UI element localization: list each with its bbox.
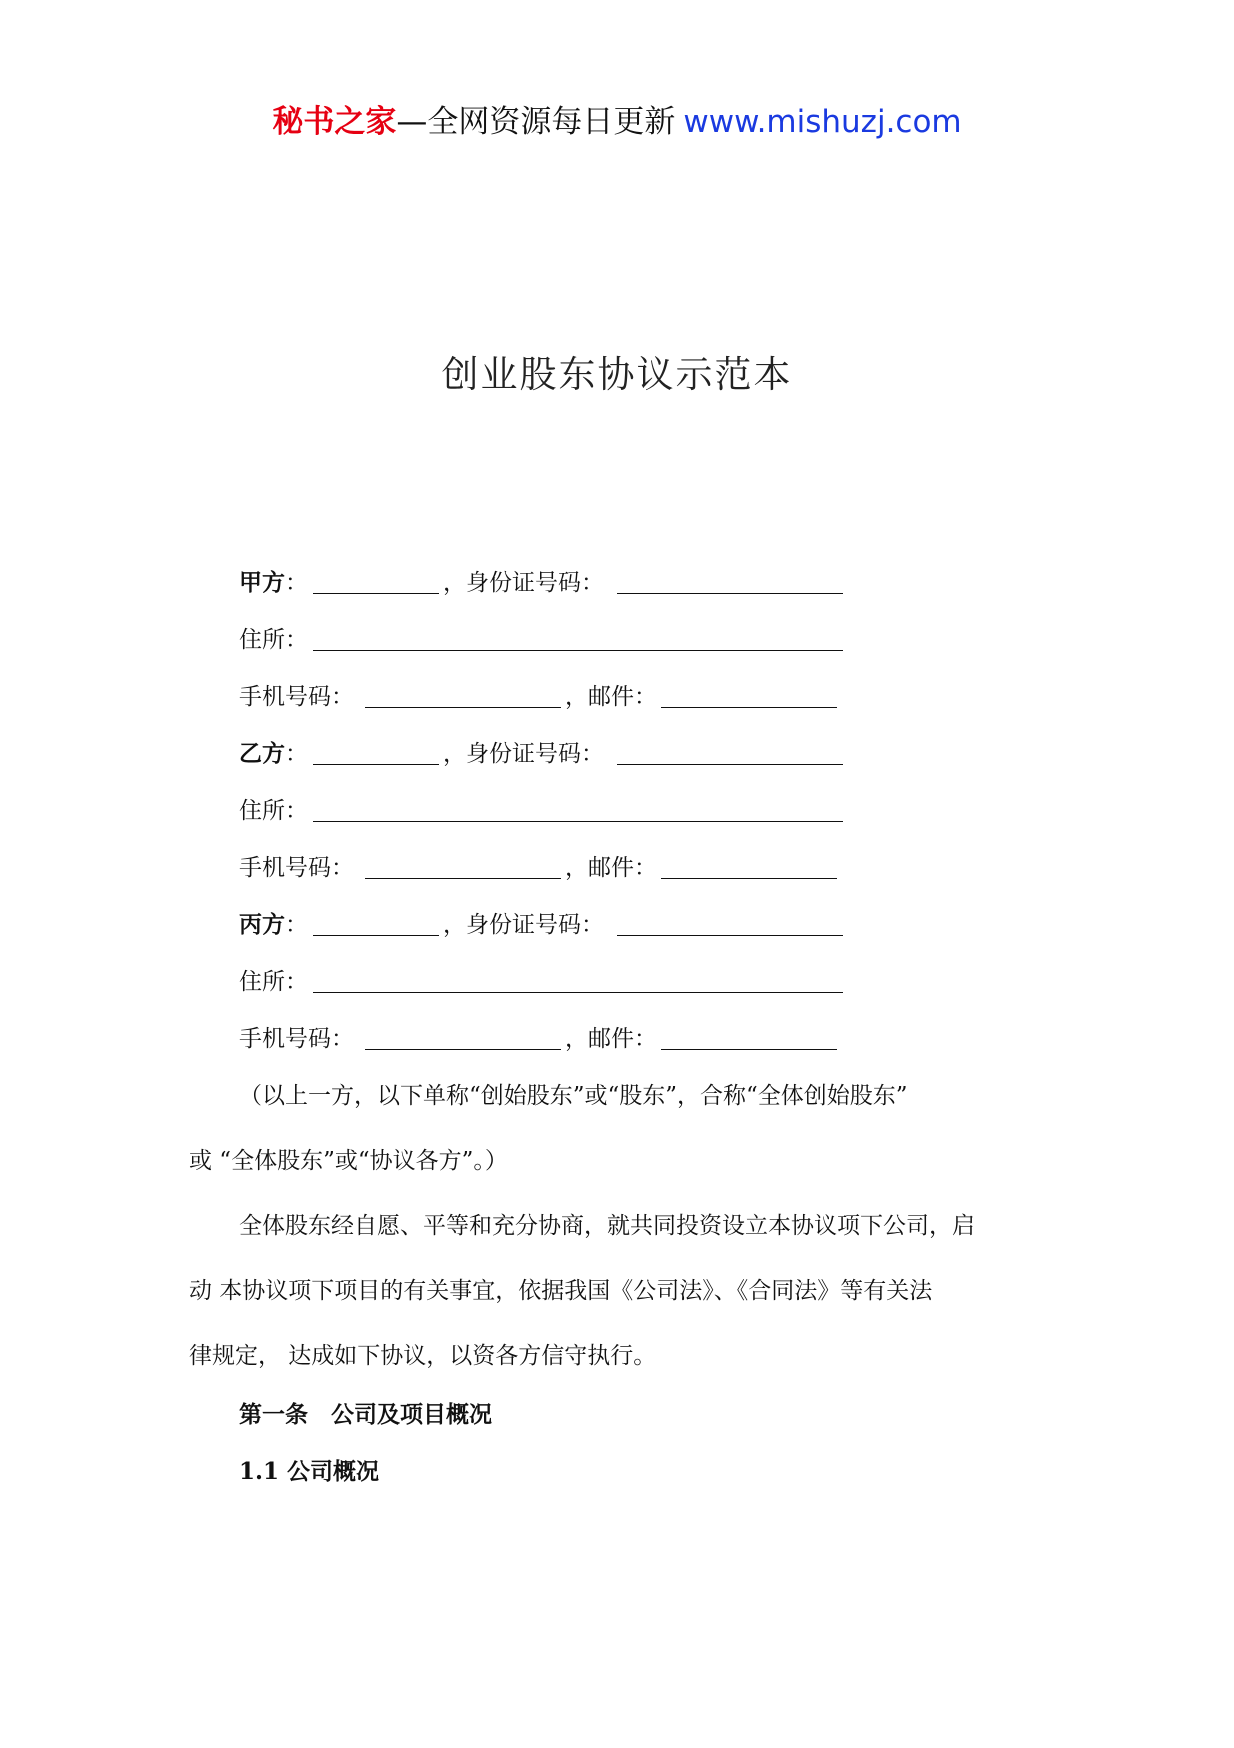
party-c-email-label: ，邮件： — [565, 1026, 657, 1052]
party-b-id-blank[interactable] — [617, 764, 843, 765]
party-b-phone-blank[interactable] — [365, 878, 561, 879]
party-b-email-blank[interactable] — [661, 878, 837, 879]
party-b-address-blank[interactable] — [313, 821, 843, 822]
party-a-address-row — [239, 620, 1059, 660]
party-a-phone-label: 手机号码： — [239, 684, 354, 710]
party-c-phone-blank[interactable] — [365, 1049, 561, 1050]
party-b-address-label: 住所： — [239, 798, 308, 824]
party-c-phone-label: 手机号码： — [239, 1026, 354, 1052]
party-b-phone-label: 手机号码： — [239, 855, 354, 881]
banner-url[interactable]: www.mishuzj.com — [683, 104, 962, 140]
party-b-email-label: ，邮件： — [565, 855, 657, 881]
party-b-name-label: 乙方 — [239, 740, 285, 767]
definition-paragraph-line2: 或 “全体股东”或“协议各方”。） — [189, 1148, 508, 1174]
party-c-address-label: 住所： — [239, 969, 308, 995]
clause-1-1-heading: 1.1 公司概况 — [239, 1458, 380, 1485]
intro-paragraph-line2: 动 本协议项下项目的有关事宜，依据我国《公司法》、《合同法》等有关法 — [189, 1278, 933, 1304]
party-c-address-blank[interactable] — [313, 992, 843, 993]
party-b-contact-row — [239, 848, 1059, 888]
party-a-name-row — [239, 563, 1059, 603]
site-banner — [0, 100, 1234, 144]
party-a-address-blank[interactable] — [313, 650, 843, 651]
definition-paragraph-line1: （以上一方，以下单称“创始股东”或“股东”，合称“全体创始股东” — [239, 1083, 908, 1109]
party-c-address-row — [239, 962, 1059, 1002]
party-c-id-blank[interactable] — [617, 935, 843, 936]
intro-paragraph-line1: 全体股东经自愿、平等和充分协商，就共同投资设立本协议项下公司，启 — [239, 1213, 975, 1239]
party-c-id-label: ，身份证号码： — [443, 912, 604, 938]
party-b-id-label: ，身份证号码： — [443, 741, 604, 767]
party-a-email-blank[interactable] — [661, 707, 837, 708]
party-a-contact-row — [239, 677, 1059, 717]
party-b-name-blank[interactable] — [313, 764, 439, 765]
party-c-email-blank[interactable] — [661, 1049, 837, 1050]
party-c-name-label: 丙方 — [239, 911, 285, 938]
banner-brand: 秘书之家 — [272, 104, 397, 140]
banner-tagline: —全网资源每日更新 — [396, 104, 676, 140]
party-a-colon: ： — [285, 570, 308, 596]
party-a-name-blank[interactable] — [313, 593, 439, 594]
party-b-colon: ： — [285, 741, 308, 767]
party-a-id-label: ，身份证号码： — [443, 570, 604, 596]
party-c-contact-row — [239, 1019, 1059, 1059]
party-b-address-row — [239, 791, 1059, 831]
party-a-phone-blank[interactable] — [365, 707, 561, 708]
party-a-name-label: 甲方 — [239, 569, 285, 596]
article-1-heading: 第一条 公司及项目概况 — [239, 1401, 492, 1428]
party-a-address-label: 住所： — [239, 627, 308, 653]
intro-paragraph-line3: 律规定， 达成如下协议，以资各方信守执行。 — [189, 1343, 657, 1369]
party-a-id-blank[interactable] — [617, 593, 843, 594]
party-a-email-label: ，邮件： — [565, 684, 657, 710]
party-c-name-row — [239, 905, 1059, 945]
party-c-colon: ： — [285, 912, 308, 938]
party-c-name-blank[interactable] — [313, 935, 439, 936]
party-b-name-row — [239, 734, 1059, 774]
document-title: 创业股东协议示范本 — [441, 353, 793, 396]
